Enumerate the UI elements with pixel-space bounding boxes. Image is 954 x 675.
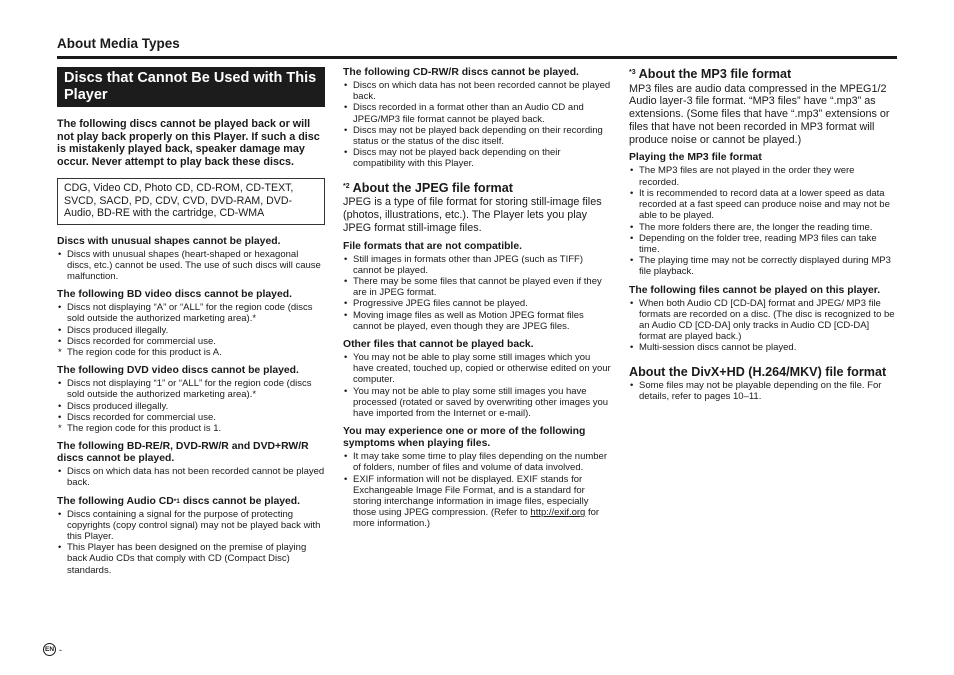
cdrw-list bbox=[343, 80, 611, 170]
list-item: • The more folders there are, the longer the reading time. bbox=[629, 222, 897, 233]
column-right bbox=[629, 67, 897, 402]
list-item: • The playing time may not be correctly displayed during MP3 file playback. bbox=[629, 255, 897, 277]
unplayable-files-list bbox=[629, 298, 897, 354]
list-item: • Discs recorded for commercial use. bbox=[57, 336, 325, 347]
bdre-list bbox=[57, 466, 325, 488]
jpeg-title-text: About the JPEG file format bbox=[352, 180, 513, 195]
list-item: • It is recommended to record data at a lower speed as data recorded at a fast speed can produce noise and may not be able to be played. bbox=[629, 188, 897, 222]
footnote-ref: *2 bbox=[343, 182, 350, 190]
unplayable-files-heading: The following files cannot be played on this player. bbox=[629, 284, 881, 296]
list-item: • Discs may not be played back depending on their compatibility with this Player. bbox=[343, 147, 611, 169]
region-note: * The region code for this product is 1. bbox=[57, 423, 325, 434]
bd-list bbox=[57, 302, 325, 358]
column-left bbox=[57, 67, 325, 576]
other-files-heading: Other files that cannot be played back. bbox=[343, 338, 534, 350]
section-title: Discs that Cannot Be Used with This Player bbox=[57, 67, 325, 107]
audio-heading-post: discs cannot be played. bbox=[179, 495, 301, 507]
list-item: • Discs on which data has not been recorded cannot be played back. bbox=[57, 466, 325, 488]
cdrw-heading: The following CD-RW/R discs cannot be played. bbox=[343, 67, 579, 78]
list-item: • Discs produced illegally. bbox=[57, 401, 325, 412]
list-item: • You may not be able to play some still images you have processed (rotated or saved by overwriting other images you have imported from the Internet or e-mail). bbox=[343, 386, 611, 420]
region-note: * The region code for this product is A. bbox=[57, 347, 325, 358]
list-item: • It may take some time to play files depending on the number of folders, number of files and volume of data involved. bbox=[343, 451, 611, 473]
column-middle bbox=[343, 67, 611, 530]
dvd-list bbox=[57, 378, 325, 434]
exif-text-pre: EXIF information will not be displayed. EXIF stands for Exchangeable Image File Format, and is a standard for storing interchange information in image files, especially those using JPEG compression. (Refer to bbox=[353, 473, 589, 519]
page-header: About Media Types bbox=[57, 36, 180, 51]
playing-mp3-list bbox=[629, 165, 897, 277]
page-footer bbox=[43, 643, 62, 656]
list-item: • Discs produced illegally. bbox=[57, 325, 325, 336]
list-item: • Depending on the folder tree, reading MP3 files can take time. bbox=[629, 233, 897, 255]
shapes-list bbox=[57, 249, 325, 283]
mp3-title bbox=[629, 67, 897, 82]
footnote-ref: *3 bbox=[629, 69, 636, 76]
list-item: • Discs recorded in a format other than an Audio CD and JPEG/MP3 file format cannot be played back. bbox=[343, 102, 611, 124]
other-files-list bbox=[343, 352, 611, 419]
mp3-description: MP3 files are audio data compressed in the MPEG1/2 Audio layer-3 file format. “MP3 files” have “.mp3” as extensions. (Some files that have “.mp3” extensions or files that have not been recorded in MP3 format will produce noise or cannot be played.) bbox=[629, 82, 890, 146]
playing-mp3-heading: Playing the MP3 file format bbox=[629, 152, 762, 164]
list-item: • The MP3 files are not played in the order they were recorded. bbox=[629, 165, 897, 187]
footnote-ref: *1 bbox=[173, 497, 180, 505]
list-item: • You may not be able to play some still images which you have created, touched up, copied or otherwise edited on your computer. bbox=[343, 352, 611, 386]
list-item: • Discs may not be played back depending on their recording status or the status of the disc itself. bbox=[343, 125, 611, 147]
bdre-heading: The following BD-RE/R, DVD-RW/R and DVD+RW/R discs cannot be played. bbox=[57, 441, 309, 465]
list-item: • There may be some files that cannot be played even if they are in JPEG format. bbox=[343, 276, 611, 298]
list-item: • This Player has been designed on the premise of playing back Audio CDs that comply with CD (Compact Disc) standards. bbox=[57, 542, 325, 576]
list-item: • Some files may not be playable depending on the file. For details, refer to pages 10–11. bbox=[629, 380, 897, 402]
exif-text-post: for more information.) bbox=[353, 507, 600, 530]
symptoms-list bbox=[343, 451, 611, 529]
bd-heading: The following BD video discs cannot be played. bbox=[57, 289, 292, 301]
language-badge-icon: EN bbox=[43, 643, 56, 656]
warning-intro: The following discs cannot be played back or will not play back properly on this Player. If such a disc is mistakenly played back, speaker damage may occur. Never attempt to play back these discs. bbox=[57, 118, 320, 168]
divx-title: About the DivX+HD (H.264/MKV) file format bbox=[629, 364, 887, 379]
list-item: • When both Audio CD [CD-DA] format and JPEG/ MP3 file formats are recorded on a disc. (The disc is recognized to be an Audio CD [CD-DA] only tracks in Audio CD [CD-DA] format are played back.) bbox=[629, 298, 897, 343]
mp3-title-text: About the MP3 file format bbox=[638, 67, 792, 81]
list-item: • Discs containing a signal for the purpose of protecting copyrights (copy control signal) may not be played back with this Player. bbox=[57, 509, 325, 543]
symptoms-heading: You may experience one or more of the following symptoms when playing files. bbox=[343, 426, 586, 450]
list-item bbox=[343, 474, 611, 530]
dvd-heading: The following DVD video discs cannot be played. bbox=[57, 365, 299, 377]
formats-list bbox=[343, 254, 611, 332]
list-item: • Discs not displaying “1” or “ALL” for the region code (discs sold outside the authorized marketing area).* bbox=[57, 378, 325, 400]
page-number: - bbox=[59, 644, 62, 655]
audio-heading-pre: The following Audio CD bbox=[57, 495, 174, 507]
unsupported-disc-list: CDG, Video CD, Photo CD, CD-ROM, CD-TEXT, SVCD, SACD, PD, CDV, CVD, DVD-RAM, DVD-Audio, BD-RE with the cartridge, CD-WMA bbox=[57, 178, 325, 225]
jpeg-description: JPEG is a type of file format for storing still-image files (photos, illustrations, etc.). The Player lets you play JPEG format still-image files. bbox=[343, 196, 602, 234]
formats-heading: File formats that are not compatible. bbox=[343, 240, 522, 252]
exif-link[interactable]: http://exif.org bbox=[530, 507, 586, 519]
list-item: • Multi-session discs cannot be played. bbox=[629, 342, 897, 353]
shapes-heading: Discs with unusual shapes cannot be played. bbox=[57, 235, 281, 247]
list-item: • Discs not displaying “A” or “ALL” for the region code (discs sold outside the authorized marketing area).* bbox=[57, 302, 325, 324]
divx-list bbox=[629, 380, 897, 402]
list-item: • Progressive JPEG files cannot be played. bbox=[343, 298, 611, 309]
audio-cd-list bbox=[57, 509, 325, 576]
header-rule bbox=[57, 56, 897, 59]
list-item: • Still images in formats other than JPEG (such as TIFF) cannot be played. bbox=[343, 254, 611, 276]
jpeg-title bbox=[343, 181, 611, 196]
audio-cd-heading bbox=[57, 496, 325, 508]
list-item: • Discs recorded for commercial use. bbox=[57, 412, 325, 423]
list-item: • Discs on which data has not been recorded cannot be played back. bbox=[343, 80, 611, 102]
list-item: • Discs with unusual shapes (heart-shaped or hexagonal discs, etc.) cannot be used. The use of such discs will cause malfunction. bbox=[57, 249, 325, 283]
list-item: • Moving image files as well as Motion JPEG format files cannot be played, even though they are JPEG files. bbox=[343, 310, 611, 332]
